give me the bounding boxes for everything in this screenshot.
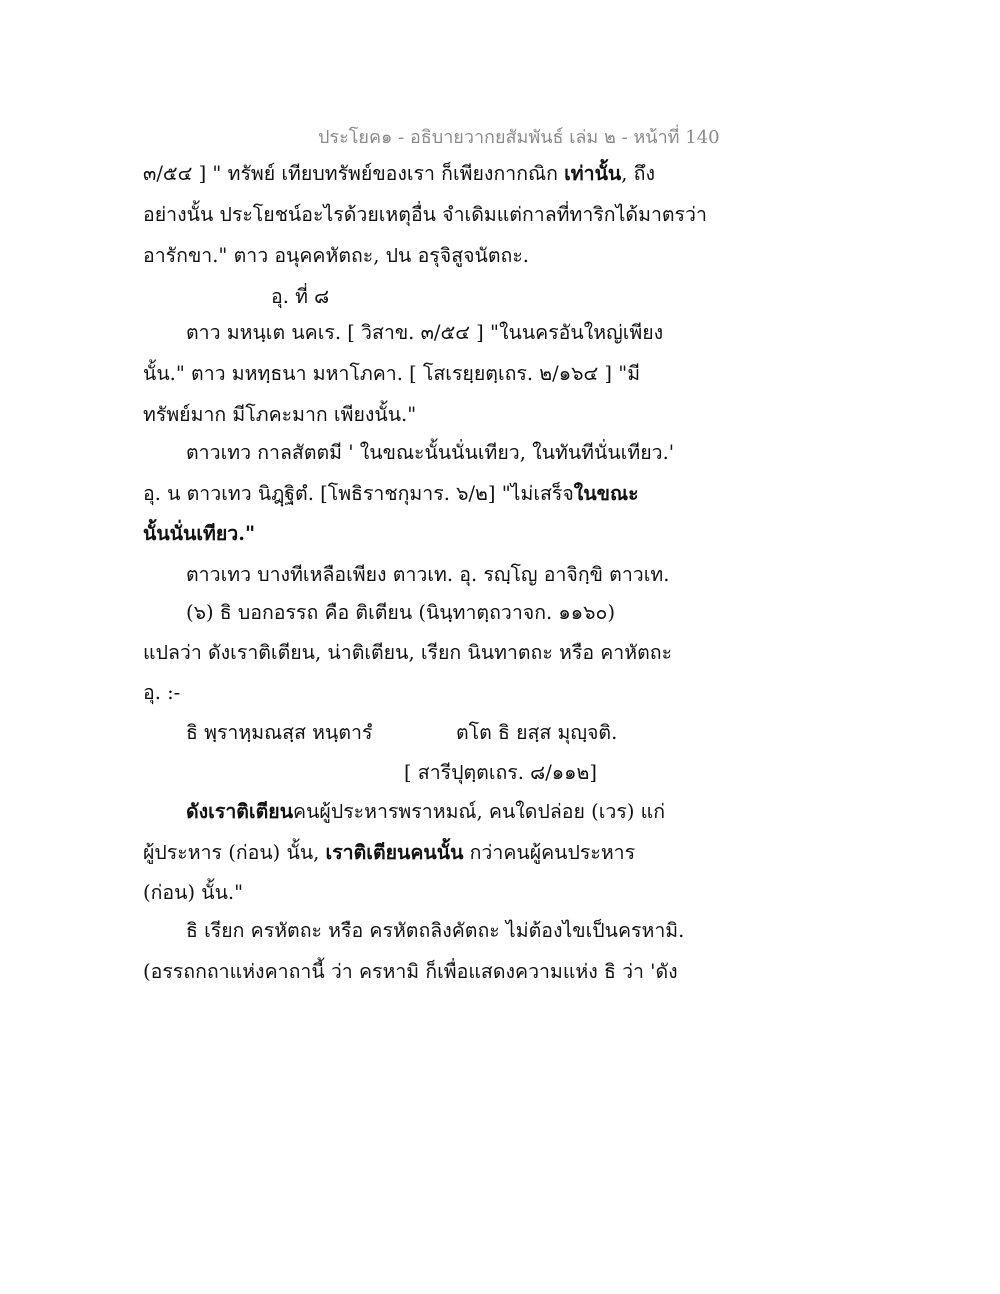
text-line: ตาวเทว กาลสัตตมี ' ในขณะนั้นนั่นเทียว, ในทันทีนั่นเทียว.'	[186, 441, 675, 464]
text-line: ตาวเทว บางทีเหลือเพียง ตาวเท. อุ. รญฺโญ อาจิกฺขิ ตาวเท.	[186, 563, 670, 586]
bold-text: เท่านั้น	[564, 162, 622, 185]
example-heading: อุ. ที่ ๘	[271, 285, 330, 308]
bold-text: ดังเราติเตียน	[186, 800, 294, 823]
text-line: ธิ เรียก ครหัตถะ หรือ ครหัตถลิงคัตถะ ไม่ต้องไขเป็นครหามิ.	[186, 919, 685, 942]
bold-text: เราติเตียนคนนั้น	[325, 841, 464, 864]
text-line: นั้น." ตาว มหทฺธนา มหาโภคา. [ โสเรยฺยตฺเถร. ๒/๑๖๔ ] "มี	[143, 362, 641, 385]
page-header: ประโยค๑ - อธิบายวากยสัมพันธ์ เล่ม ๒ - หน้าที่ 140	[318, 127, 720, 148]
text-line: (ก่อน) นั้น."	[143, 881, 244, 904]
verse-reference: [ สารีปุตฺตเถร. ๘/๑๑๒]	[404, 761, 598, 784]
text-line: (อรรถกถาแห่งคาถานี้ ว่า ครหามิ ก็เพื่อแสดงความแห่ง ธิ ว่า 'ดัง	[143, 960, 678, 983]
text-line	[143, 524, 255, 544]
text-line: อุ. :-	[143, 681, 181, 704]
verse-line-right: ตโต ธิ ยสฺส มุญฺจติ.	[456, 721, 618, 744]
text-line: (๖) ธิ บอกอรรถ คือ ติเตียน (นินฺทาตฺถวาจก. ๑๑๖๐)	[186, 601, 616, 624]
bold-text: นั้นนั่นเทียว."	[143, 522, 256, 545]
text-line: ตาว มหนฺเต นคเร. [ วิสาข. ๓/๕๔ ] "ในนครอันใหญ่เพียง	[186, 321, 664, 344]
text-line: ดังเราติเตียนคนผู้ประหารพราหมณ์, คนใดปล่อย (เวร) แก่	[186, 800, 666, 823]
text-line: อย่างนั้น ประโยชน์อะไรด้วยเหตุอื่น จำเดิมแต่กาลที่ทาริกได้มาตรว่า	[143, 203, 707, 226]
text-line: ๓/๕๔ ] " ทรัพย์ เทียบทรัพย์ของเรา ก็เพียงกากณิก เท่านั้น, ถึง	[143, 162, 655, 185]
bold-text: ในขณะ	[573, 482, 639, 505]
text-line: อารักขา." ตาว อนุคคหัตถะ, ปน อรุจิสูจนัตถะ.	[143, 244, 529, 267]
text-line: อุ. น ตาวเทว นิฎฺฐิตํ. [โพธิราชกุมาร. ๖/๒] "ไม่เสร็จในขณะ	[143, 482, 639, 505]
text-line: แปลว่า ดังเราติเตียน, น่าติเตียน, เรียก นินทาตถะ หรือ คาหัตถะ	[143, 641, 673, 664]
text-line: ทรัพย์มาก มีโภคะมาก เพียงนั้น."	[143, 403, 417, 426]
text-line: ผู้ประหาร (ก่อน) นั้น, เราติเตียนคนนั้น กว่าคนผู้คนประหาร	[143, 841, 636, 864]
verse-line-left: ธิ พฺราหฺมณสฺส หนฺตารํ	[186, 721, 373, 744]
